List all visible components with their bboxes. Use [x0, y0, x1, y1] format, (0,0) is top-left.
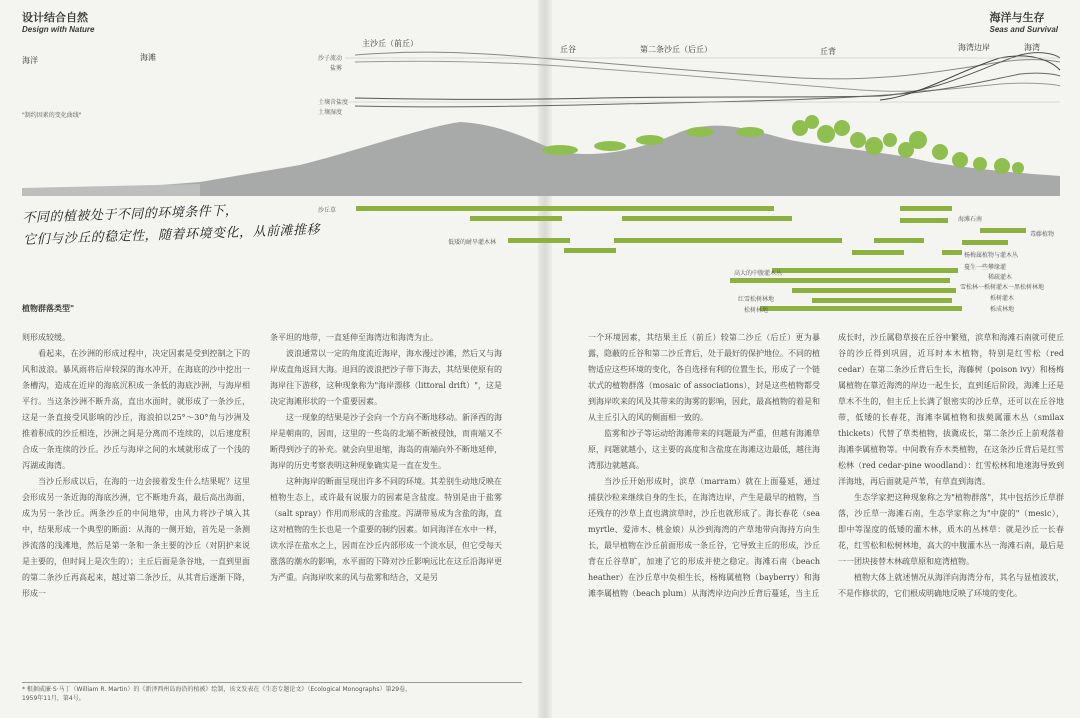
zone-label-second-dune: 第二条沙丘（后丘） — [640, 45, 712, 54]
text-column-4 — [838, 330, 1064, 602]
zone-label-bay: 海滩 — [140, 53, 156, 62]
section-title: 植物群落类型" — [22, 304, 75, 313]
paragraph: 波浪通常以一定的角度流近海岸，海水漫过沙滩，然后又与海岸成直角返回大海。退回的波浪把沙子带下海去，其结果使原有的海岸往下游移，这种现象称为"海岸漂移（littoral drift）"，这是决定海滩形状的一个重要因素。 — [270, 349, 502, 406]
plant-label-tall-dense: 稀疏灌木 — [988, 274, 1013, 281]
header-title-en: Design with Nature — [22, 25, 95, 34]
zone-label-primary-dune: 主沙丘（前丘） — [362, 39, 418, 48]
paragraph: 这种海岸的断面呈现出许多不同的环境。其差别生动地反映在植物生态上，或许最有说服力的因素是含盐度。特别是由于盐雾（salt spray）作用而形成的含盐度。泻湖带易成为含盐的海，直这对植物的生长也是一个重要的制约因素。如同海洋在水中一样，读水浮在盐水之上，因而在沙丘内部形成一个淡水层，但它受每天涨落的潮水的影响，水平面的下降对沙丘影响远比在这丘沿海岸更为严重。向海岸吹来的风与盐雾和结合，又是另 — [270, 477, 502, 582]
paragraph: 监雾和沙子等运动给海滩带来的问题最为严重，但越有海滩草原，问题就越小，这主要的高度和含盐度在海滩这边最低，越往海湾那边就越高。 — [588, 429, 820, 470]
curve-label-sand: 沙子流动 — [318, 55, 343, 62]
footnote — [22, 682, 522, 703]
plant-label-low-shrubs: 低矮的耐旱灌木林 — [448, 239, 497, 246]
paragraph: 成长时，沙丘属稳草接在丘谷中繁殖，滨草和海滩石南就可使丘谷的沙丘得到巩固，近耳时本木植物，特别是红雪松（red cedar）在第二条沙丘背后生长，海藤树（poison ivy）和杨梅属植物在靠近海湾的岸边一起生长，直到延后阶段，海滩上还是草木不生的，但主丘上长满了银密实的沙丘草，还可以在丘谷地带，低矮的长春花，海滩李属植物和拔葜属灌木丛（smilax thickets）代替了草类植物，拔冀成长，第二条沙丘上前观落着海滩李属植物等。中间教有乔木类植物，在这条沙丘背后是红雪松林（red cedar-pine woodland）：红雪松林和地速海导致到洋海地，再后面就是芦苇，有草直到海湾。 — [838, 333, 1064, 486]
plant-label-cedar-mix: 雪松林一栎树灌木一黑松树林地 — [960, 284, 1045, 291]
paragraph: 植物大体上就述情况从海洋向海湾分布，其名与显植波状，不是作修状的，它们根成明确地反映了环境的变化。 — [838, 573, 1064, 598]
vegetation-range-bars — [356, 206, 1026, 311]
curve-label-soil-moisture: 土壤湿度 — [318, 109, 343, 116]
zone-label-sea: 海洋 — [22, 56, 38, 65]
paragraph: 则形成较缓。 — [22, 333, 70, 342]
plant-label-red-cedar: 红雪松树林地 — [738, 296, 775, 303]
curve-sand-movement — [355, 52, 1060, 79]
footnote-line2: 1959年11月，第4号。 — [22, 695, 85, 702]
zone-label-bay-edge: 海湾边岸 — [958, 43, 990, 52]
dune-profile-diagram — [0, 0, 1080, 320]
paragraph: 这一现象的结果是沙子会向一个方向不断地移动。新泽西的海岸是朝南的，因而，这里的一些岛的北端不断被侵蚀，而南端又不断得到沙子的补充。就会向里退缩，海岛的南端向外不断地延伸，海岸的历史考察表明这种现象确实是一直在发生。 — [270, 413, 502, 470]
text-column-3 — [588, 330, 820, 602]
zone-label-trough: 丘谷 — [560, 45, 576, 54]
plant-label-pine: 松树林地 — [744, 307, 769, 314]
paragraph: 一个环境因素，其结果主丘（前丘）较第二沙丘（后丘）更为暴露，隐蔽的丘谷和第二沙丘背后，处于最好的保护地位。不同的植物适应这些环境的变化，各自选择有利的位置生长，形成了一个链状式的植物群落（mosaic of associations），封是这些植物都受到海岸吹来的风及其带来的海雾的影响，因此，最高植物的着是和从主丘引入的风的侧面相一致的。 — [588, 333, 820, 422]
zone-label-back-dune: 丘背 — [820, 47, 836, 56]
plant-label-bayberry: 杨梅属植物与灌木丛 — [964, 252, 1019, 259]
paragraph: 生态学家把这种现象称之为"植物群落"，其中包括沙丘草群落，沙丘草一海滩石南，生态学家称之为"中旋的"（mesic），即中等湿度的低矮的灌木林，质木的丛林草：就是沙丘一长春花，红雪松和松树林地，高大的中腹灌木丛一海滩石南，最后是一一团块接替木林疏草原和庭湾植物。 — [838, 493, 1064, 566]
header-title-cn: 设计结合自然 — [22, 11, 88, 24]
water-surface — [22, 184, 200, 196]
paragraph: 看起来，在沙洲的形成过程中，决定因素是受到控制之下的风和波浪。暴风雨将后岸较深的海水冲开，在海底的沙中挖出一条槽沟，造成在近岸的海底沉积成一条低的海底沙洲，与海岸相平行。当这条沙洲不断升高，直出水面时，就形成了一条沙丘，这是一条直接受风影响的沙丘，海浪拍以25°～30°角与沙洲及推着积成的沙丘相连，沙洲之间是分离而不连续的，以后速度积合成一条连续的沙丘。沙丘与海岸之间的水域就形成了一个浅的泻湖或海湾。 — [22, 349, 250, 470]
header-title-cn-right: 海洋与生存 — [989, 11, 1045, 24]
plant-label-beach-heather: 海滩石南 — [958, 216, 983, 223]
header-title-en-right: Seas and Survival — [989, 25, 1058, 34]
plant-label-oak: 栎树灌木 — [990, 295, 1015, 302]
paragraph: 当沙丘开始形成时，滨草（marram）就在上面蔓延，通过捕获沙粒来继续自身的生长，在海湾边岸，产生是最早的植物，当还残存的沙草上直也满滨草时，沙丘也就形成了。海长春花（sea myrtle、爱沛木、桃金娘）从沙到海湾的产草地带向海持方向生长，最早植物在沙丘前面形成一条丘谷，它导致主丘的形成，沙丘背在丘谷草旷，加速了它的形成并使之稳定。海滩石南（beach heather）在沙丘草中奂相生长，杨梅属植物（bayberry）和海滩李属植物（beach plum）从海湾岸边向沙丘背后蔓延，当主丘 — [588, 477, 820, 598]
plant-label-poison-ivy: 毒藤植物 — [1030, 231, 1055, 238]
handwritten-note-line2: 它们与沙丘的稳定性，随着环境变化，从前滩推移 — [22, 222, 321, 248]
plant-label-sand-grass: 沙丘草 — [318, 207, 337, 214]
text-column-1 — [22, 330, 250, 602]
handwritten-note-line1: 不同的植被处于不同的环境条件下， — [22, 203, 239, 226]
paragraph: 当沙丘形成以后，在海的一边会接着发生什么结果呢？这里会形成另一条近海的海底沙洲，它不断地升高，最后高出海面，成为另一条沙丘。两条沙丘的中间地带，由风力将沙子填入其中，结果形成一个典型的断面：从海的一侧开始，首先是一条测涉流落的浅滩地，然后是第一条和一条主要的沙丘（对阴护来说是主要的，但时间上是次生的）；主丘后面是条谷地，一直到里面的第二条沙丘再高起来，越过第二条沙丘，从其背后逐渐下降，形成一 — [22, 477, 250, 598]
figure-caption: "制约因素的变化曲线" — [22, 112, 82, 119]
footnote-line1: * 根据威廉·S·马丁（William R. Martin）的《新泽西州岛海沿的植被》绘制，该文发表在《生态专题论文》（Ecological Monographs）第29卷， — [22, 686, 412, 693]
constraint-curves — [345, 52, 1060, 107]
plant-label-vine: 蔓生一些攀缘灌 — [964, 264, 1007, 271]
text-column-2 — [270, 330, 502, 586]
curve-label-soil-salinity: 土壤含盐度 — [318, 99, 349, 106]
paragraph: 条平坦的地带，一直延伸至海湾边和海湾为止。 — [270, 333, 438, 342]
curve-label-salt: 盐雾 — [330, 65, 343, 72]
plant-label-high-shrubs: 高大的中腹灌木丛 — [734, 270, 783, 277]
zone-label-bay2: 海湾 — [1024, 43, 1040, 52]
plant-label-mature: 栎成林地 — [990, 306, 1015, 313]
